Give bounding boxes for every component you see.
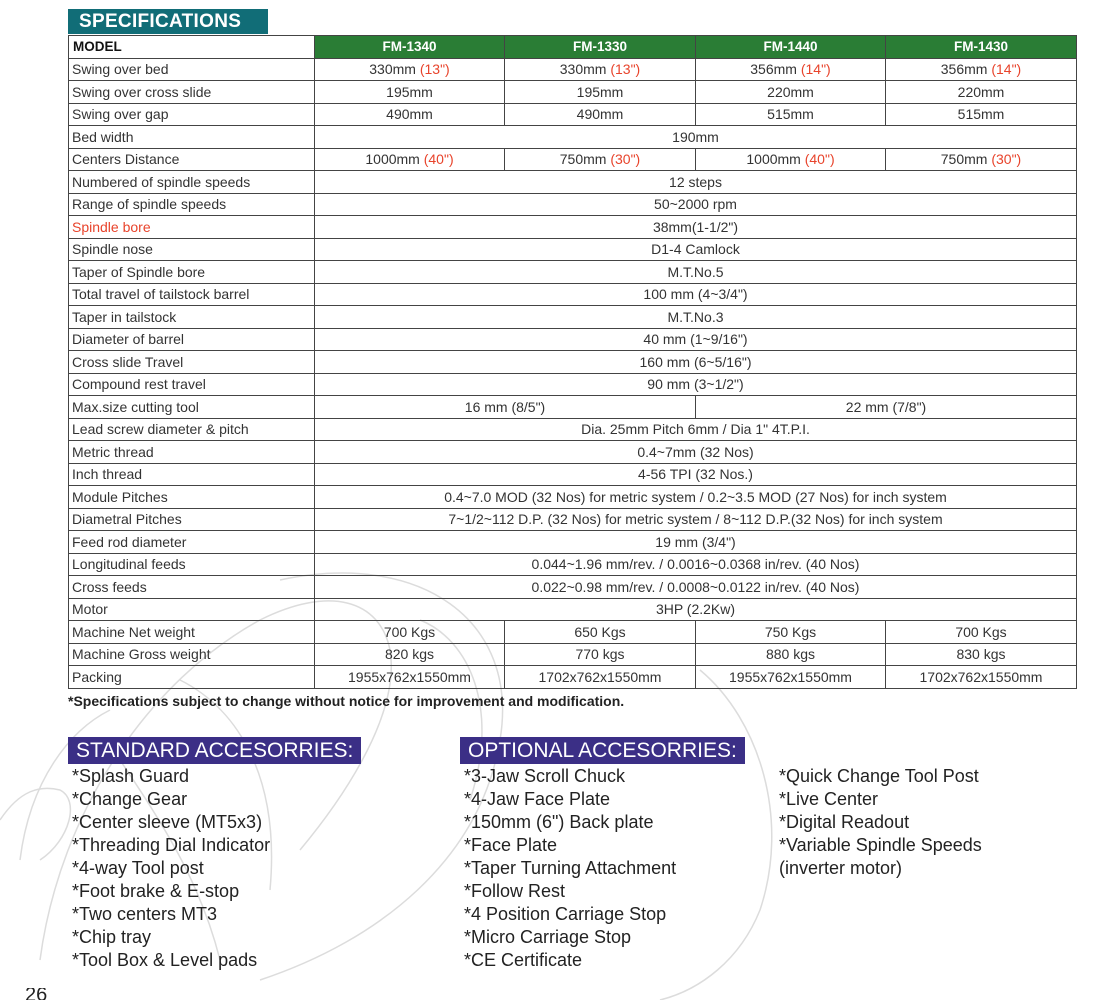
accessory-item: *Threading Dial Indicator bbox=[72, 835, 271, 855]
optional-accessories-list-2 bbox=[779, 765, 982, 880]
spec-value-cell bbox=[315, 621, 505, 644]
optional-accessories-list bbox=[464, 765, 676, 972]
spec-value: 12 steps bbox=[315, 171, 1077, 194]
spec-value-cell bbox=[315, 81, 505, 104]
spec-label: Centers Distance bbox=[69, 148, 315, 171]
spec-value: 830 kgs bbox=[956, 646, 1006, 663]
table-row bbox=[69, 486, 1077, 509]
table-row bbox=[69, 216, 1077, 239]
accessory-item: (inverter motor) bbox=[779, 858, 903, 878]
spec-value-cell bbox=[315, 58, 505, 81]
spec-value-cell bbox=[315, 148, 505, 171]
model-header-label: MODEL bbox=[69, 36, 315, 59]
spec-value-cell bbox=[505, 103, 696, 126]
accessory-item: *Center sleeve (MT5x3) bbox=[72, 812, 263, 832]
table-row bbox=[69, 643, 1077, 666]
accessory-item: *Tool Box & Level pads bbox=[72, 950, 258, 970]
spec-value-cell bbox=[696, 81, 886, 104]
spec-value: 0.4~7mm (32 Nos) bbox=[315, 441, 1077, 464]
table-row bbox=[69, 621, 1077, 644]
spec-value-inch: (40") bbox=[423, 151, 454, 168]
table-row bbox=[69, 103, 1077, 126]
spec-value-cell bbox=[505, 148, 696, 171]
spec-value: 0.044~1.96 mm/rev. / 0.0016~0.0368 in/rev. (40 Nos) bbox=[315, 553, 1077, 576]
accessory-item: *3-Jaw Scroll Chuck bbox=[464, 766, 626, 786]
spec-value: 1955x762x1550mm bbox=[729, 668, 852, 685]
table-row bbox=[69, 171, 1077, 194]
table-row bbox=[69, 351, 1077, 374]
table-row bbox=[69, 261, 1077, 284]
accessory-item: *4-Jaw Face Plate bbox=[464, 789, 611, 809]
spec-value: 160 mm (6~5/16") bbox=[315, 351, 1077, 374]
specifications-table-body bbox=[69, 58, 1077, 688]
table-row bbox=[69, 666, 1077, 689]
spec-label: Longitudinal feeds bbox=[69, 553, 315, 576]
table-row bbox=[69, 328, 1077, 351]
spec-value: 1955x762x1550mm bbox=[348, 668, 471, 685]
spec-value: 190mm bbox=[315, 126, 1077, 149]
spec-label: Machine Net weight bbox=[69, 621, 315, 644]
spec-value: M.T.No.3 bbox=[315, 306, 1077, 329]
standard-accessories-heading: STANDARD ACCESORRIES: bbox=[68, 737, 361, 764]
optional-accessories-heading: OPTIONAL ACCESORRIES: bbox=[460, 737, 745, 764]
spec-value: 100 mm (4~3/4") bbox=[315, 283, 1077, 306]
spec-value-cell bbox=[886, 81, 1077, 104]
spec-label: Total travel of tailstock barrel bbox=[69, 283, 315, 306]
spec-value: 650 Kgs bbox=[574, 623, 626, 640]
spec-value-cell bbox=[886, 643, 1077, 666]
accessory-item: *4-way Tool post bbox=[72, 858, 204, 878]
spec-value-cell bbox=[886, 103, 1077, 126]
spec-value: 7~1/2~112 D.P. (32 Nos) for metric system / 8~112 D.P.(32 Nos) for inch system bbox=[315, 508, 1077, 531]
spec-label: Feed rod diameter bbox=[69, 531, 315, 554]
table-row bbox=[69, 283, 1077, 306]
spec-value: 356mm bbox=[750, 61, 797, 78]
table-row bbox=[69, 441, 1077, 464]
spec-value: M.T.No.5 bbox=[315, 261, 1077, 284]
spec-value: 750mm bbox=[559, 151, 607, 168]
standard-accessories-list bbox=[72, 765, 270, 972]
spec-value-cell bbox=[505, 58, 696, 81]
accessory-item: *Two centers MT3 bbox=[72, 904, 218, 924]
spec-value-cell bbox=[696, 666, 886, 689]
spec-label: Compound rest travel bbox=[69, 373, 315, 396]
spec-value: 515mm bbox=[767, 106, 814, 123]
table-row bbox=[69, 553, 1077, 576]
spec-label: Spindle bore bbox=[69, 216, 315, 239]
specifications-table bbox=[68, 35, 1077, 689]
spec-value-cell bbox=[696, 103, 886, 126]
spec-label: Taper in tailstock bbox=[69, 306, 315, 329]
spec-value: 330mm bbox=[559, 61, 607, 78]
accessory-item: *Chip tray bbox=[72, 927, 152, 947]
table-row bbox=[69, 396, 1077, 419]
spec-label: Packing bbox=[69, 666, 315, 689]
spec-value: 750mm bbox=[940, 151, 988, 168]
table-row bbox=[69, 81, 1077, 104]
accessory-item: *Live Center bbox=[779, 789, 879, 809]
spec-value-cell bbox=[505, 666, 696, 689]
spec-value-cell bbox=[696, 643, 886, 666]
table-row bbox=[69, 148, 1077, 171]
spec-value-inch: (13") bbox=[610, 61, 641, 78]
spec-value: 1000mm bbox=[365, 151, 420, 168]
accessory-item: *Digital Readout bbox=[779, 812, 910, 832]
spec-value: 770 kgs bbox=[575, 646, 625, 663]
table-row bbox=[69, 576, 1077, 599]
spec-label: Inch thread bbox=[69, 463, 315, 486]
spec-value: Dia. 25mm Pitch 6mm / Dia 1" 4T.P.I. bbox=[315, 418, 1077, 441]
accessory-item: *CE Certificate bbox=[464, 950, 583, 970]
spec-value: 50~2000 rpm bbox=[315, 193, 1077, 216]
spec-value-inch: (40") bbox=[804, 151, 835, 168]
table-row bbox=[69, 418, 1077, 441]
table-row bbox=[69, 508, 1077, 531]
page-number: 26 bbox=[25, 988, 48, 1000]
spec-label: Machine Gross weight bbox=[69, 643, 315, 666]
spec-value-cell bbox=[315, 666, 505, 689]
spec-label: Lead screw diameter & pitch bbox=[69, 418, 315, 441]
accessory-item: *150mm (6") Back plate bbox=[464, 812, 654, 832]
spec-label: Max.size cutting tool bbox=[69, 396, 315, 419]
spec-value-cell bbox=[696, 58, 886, 81]
spec-value-cell bbox=[886, 666, 1077, 689]
spec-value: 1702x762x1550mm bbox=[538, 668, 662, 685]
spec-value: 330mm bbox=[369, 61, 416, 78]
spec-value: 220mm bbox=[767, 83, 814, 100]
table-header-row bbox=[69, 36, 1077, 59]
table-row bbox=[69, 126, 1077, 149]
model-column-header: FM-1440 bbox=[696, 36, 886, 59]
spec-value: 490mm bbox=[576, 106, 624, 123]
spec-value: 16 mm (8/5") bbox=[315, 396, 696, 419]
spec-value-inch: (13") bbox=[419, 61, 450, 78]
spec-value-cell bbox=[505, 81, 696, 104]
spec-value-cell bbox=[505, 621, 696, 644]
spec-value: 38mm(1-1/2") bbox=[315, 216, 1077, 239]
accessory-item: *Foot brake & E-stop bbox=[72, 881, 240, 901]
accessory-item: *4 Position Carriage Stop bbox=[464, 904, 667, 924]
model-column-header: FM-1340 bbox=[315, 36, 505, 59]
table-row bbox=[69, 373, 1077, 396]
accessory-item: *Follow Rest bbox=[464, 881, 566, 901]
spec-value-cell bbox=[315, 643, 505, 666]
spec-value-inch: (14") bbox=[991, 61, 1022, 78]
spec-value-cell bbox=[886, 58, 1077, 81]
spec-value: 4-56 TPI (32 Nos.) bbox=[315, 463, 1077, 486]
spec-value: 490mm bbox=[386, 106, 433, 123]
spec-label: Cross feeds bbox=[69, 576, 315, 599]
accessory-item: *Splash Guard bbox=[72, 766, 190, 786]
spec-value-cell bbox=[696, 148, 886, 171]
spec-value: 3HP (2.2Kw) bbox=[315, 598, 1077, 621]
spec-value: 40 mm (1~9/16") bbox=[315, 328, 1077, 351]
spec-value: 1000mm bbox=[746, 151, 801, 168]
spec-value: 750 Kgs bbox=[764, 623, 817, 640]
spec-value: 195mm bbox=[386, 83, 433, 100]
spec-value: 220mm bbox=[957, 83, 1005, 100]
specifications-footnote: *Specifications subject to change without notice for improvement and modification. bbox=[68, 693, 625, 709]
spec-label: Bed width bbox=[69, 126, 315, 149]
spec-value-inch: (14") bbox=[800, 61, 831, 78]
table-row bbox=[69, 531, 1077, 554]
specifications-heading: SPECIFICATIONS bbox=[68, 9, 268, 34]
spec-value-cell bbox=[696, 621, 886, 644]
spec-value: 515mm bbox=[957, 106, 1005, 123]
spec-value: 880 kgs bbox=[765, 646, 816, 663]
spec-value: 356mm bbox=[940, 61, 988, 78]
table-row bbox=[69, 238, 1077, 261]
spec-label: Motor bbox=[69, 598, 315, 621]
accessory-item: *Quick Change Tool Post bbox=[779, 766, 979, 786]
table-row bbox=[69, 193, 1077, 216]
spec-label: Range of spindle speeds bbox=[69, 193, 315, 216]
spec-value: 1702x762x1550mm bbox=[919, 668, 1043, 685]
accessory-item: *Variable Spindle Speeds bbox=[779, 835, 982, 855]
spec-label: Swing over bed bbox=[69, 58, 315, 81]
spec-value-cell bbox=[505, 643, 696, 666]
spec-value: 0.022~0.98 mm/rev. / 0.0008~0.0122 in/rev. (40 Nos) bbox=[315, 576, 1077, 599]
spec-value: 19 mm (3/4") bbox=[315, 531, 1077, 554]
spec-label: Spindle nose bbox=[69, 238, 315, 261]
spec-label: Swing over cross slide bbox=[69, 81, 315, 104]
model-column-header: FM-1330 bbox=[505, 36, 696, 59]
spec-label: Cross slide Travel bbox=[69, 351, 315, 374]
spec-value: 195mm bbox=[576, 83, 624, 100]
accessory-item: *Face Plate bbox=[464, 835, 558, 855]
spec-label: Metric thread bbox=[69, 441, 315, 464]
table-row bbox=[69, 598, 1077, 621]
spec-label: Taper of Spindle bore bbox=[69, 261, 315, 284]
spec-value: D1-4 Camlock bbox=[315, 238, 1077, 261]
accessory-item: *Taper Turning Attachment bbox=[464, 858, 677, 878]
spec-value-inch: (30") bbox=[610, 151, 641, 168]
spec-label: Diameter of barrel bbox=[69, 328, 315, 351]
spec-label: Diametral Pitches bbox=[69, 508, 315, 531]
spec-value: 820 kgs bbox=[384, 646, 435, 663]
spec-label: Module Pitches bbox=[69, 486, 315, 509]
spec-value-cell bbox=[886, 621, 1077, 644]
spec-value: 700 Kgs bbox=[383, 623, 436, 640]
accessory-item: *Micro Carriage Stop bbox=[464, 927, 632, 947]
spec-value-cell bbox=[886, 148, 1077, 171]
accessory-item: *Change Gear bbox=[72, 789, 188, 809]
spec-label: Swing over gap bbox=[69, 103, 315, 126]
spec-value: 0.4~7.0 MOD (32 Nos) for metric system / 0.2~3.5 MOD (27 Nos) for inch system bbox=[315, 486, 1077, 509]
model-column-header: FM-1430 bbox=[886, 36, 1077, 59]
table-row bbox=[69, 463, 1077, 486]
table-row bbox=[69, 306, 1077, 329]
spec-label: Numbered of spindle speeds bbox=[69, 171, 315, 194]
table-row bbox=[69, 58, 1077, 81]
spec-value-inch: (30") bbox=[991, 151, 1022, 168]
spec-value: 700 Kgs bbox=[955, 623, 1007, 640]
spec-value-cell bbox=[315, 103, 505, 126]
spec-value: 90 mm (3~1/2") bbox=[315, 373, 1077, 396]
spec-value: 22 mm (7/8") bbox=[696, 396, 1077, 419]
